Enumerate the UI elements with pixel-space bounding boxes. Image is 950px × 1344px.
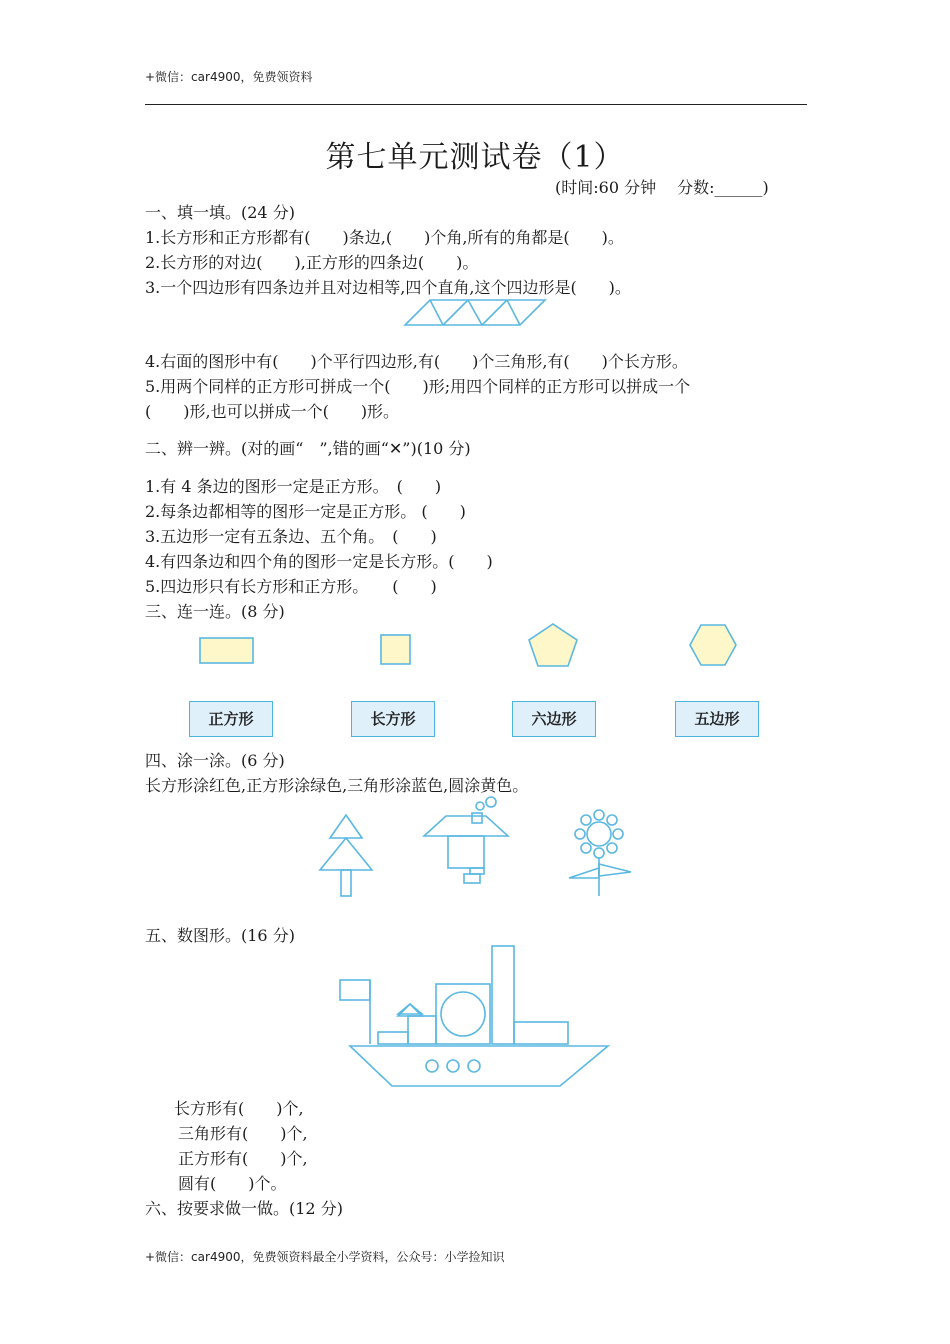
section-5-heading: 五、数图形。(16 分) [145,926,295,945]
judge-item: 1.有 4 条边的图形一定是正方形。 ( ) [145,477,442,496]
rectangle-shape [199,637,255,665]
answer-triangles: 三角形有( )个, [178,1124,308,1143]
square-shape [380,634,412,666]
label-square[interactable]: 正方形 [189,701,273,737]
section-4-instruction: 长方形涂红色,正方形涂绿色,三角形涂蓝色,圆涂黄色。 [145,776,529,795]
header-watermark: +微信：car4900，免费领资料 [145,70,313,84]
judge-item: 5.四边形只有长方形和正方形。 ( ) [145,577,437,596]
flower-figure [565,806,637,898]
header-divider [145,104,807,105]
page-title: 第七单元测试卷（1） [325,140,625,175]
hexagon-shape [688,623,738,667]
tree-figure [318,812,374,898]
judge-item: 3.五边形一定有五条边、五个角。 ( ) [145,527,437,546]
pentagon-shape [527,622,579,668]
label-rectangle[interactable]: 长方形 [351,701,435,737]
question-1-2: 2.长方形的对边( ),正方形的四条边( )。 [145,253,479,272]
label-hexagon[interactable]: 六边形 [512,701,596,737]
parallelogram-figure [400,298,550,328]
section-4-heading: 四、涂一涂。(6 分) [145,751,285,770]
question-1-5a: 5.用两个同样的正方形可拼成一个( )形;用四个同样的正方形可以拼成一个 [145,377,691,396]
section-6-heading: 六、按要求做一做。(12 分) [145,1199,343,1218]
question-1-4: 4.右面的图形中有( )个平行四边形,有( )个三角形,有( )个长方形。 [145,352,688,371]
exam-meta: (时间:60 分钟 分数:______) [555,178,769,197]
judge-item: 4.有四条边和四个角的图形一定是长方形。( ) [145,552,493,571]
footer-watermark: +微信：car4900，免费领资料最全小学资料，公众号：小学捡知识 [145,1250,505,1264]
label-pentagon[interactable]: 五边形 [675,701,759,737]
question-1-5b: ( )形,也可以拼成一个( )形。 [145,402,400,421]
ship-figure [336,942,616,1092]
answer-circles: 圆有( )个。 [178,1174,287,1193]
section-3-heading: 三、连一连。(8 分) [145,602,285,621]
answer-rectangles: 长方形有( )个, [174,1099,304,1118]
answer-squares: 正方形有( )个, [178,1149,308,1168]
section-2-heading: 二、辨一辨。(对的画“ ”,错的画“✕”)(10 分) [145,439,471,458]
section-1-heading: 一、填一填。(24 分) [145,203,295,222]
house-figure [420,796,512,890]
question-1-1: 1.长方形和正方形都有( )条边,( )个角,所有的角都是( )。 [145,228,624,247]
question-1-3: 3.一个四边形有四条边并且对边相等,四个直角,这个四边形是( )。 [145,278,631,297]
judge-item: 2.每条边都相等的图形一定是正方形。 ( ) [145,502,466,521]
